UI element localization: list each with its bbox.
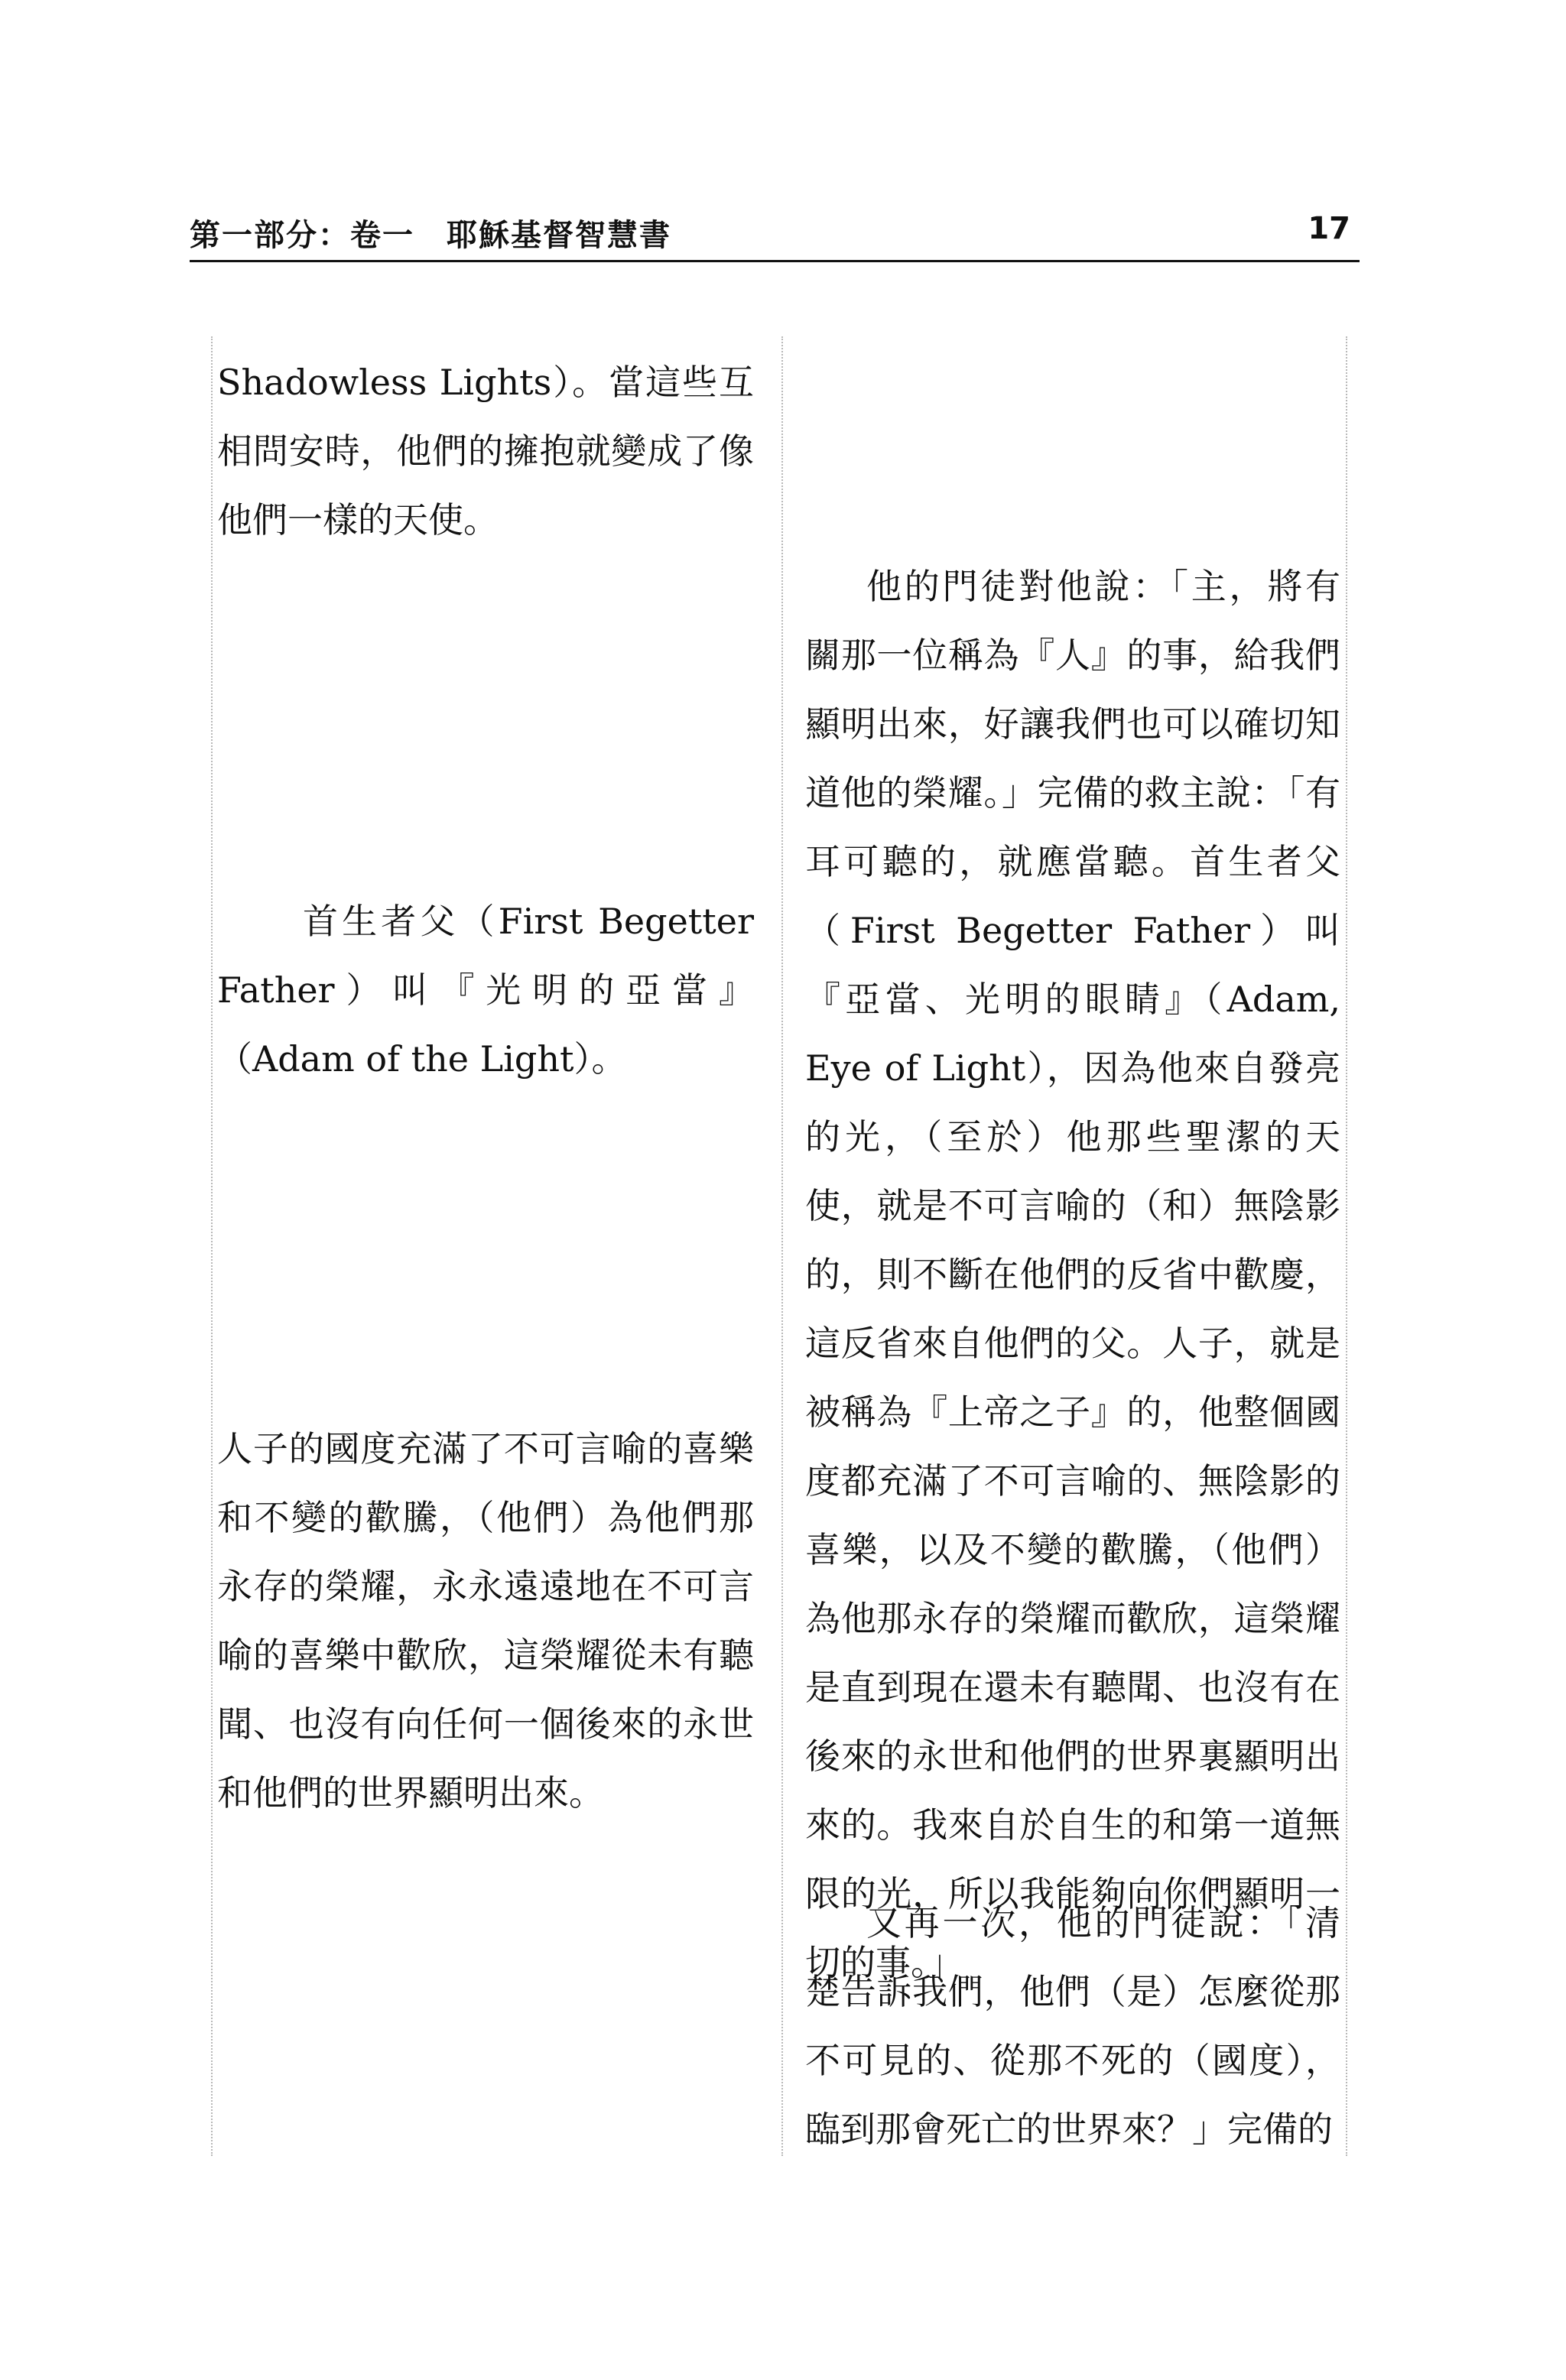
header-title: 第一部分：卷一 耶穌基督智慧書 [190,218,671,253]
paragraph-text: Shadowless Lights）。當這些互相問安時，他們的擁抱就變成了像他們一樣的天使。 [217,362,754,541]
left-column-paragraph-2 [217,887,754,1093]
paragraph-text: 又再一次，他的門徒說：「清楚告訴我們，他們（是）怎麼從那不可見的、從那不死的（國度），臨到那會死亡的世界來？」完備的 [805,1902,1340,2150]
left-column-paragraph-3 [217,1414,754,1827]
page-number: 17 [1308,211,1350,246]
right-margin-rule [1346,336,1347,2156]
left-column-paragraph-1 [217,348,754,554]
paragraph-text: 人子的國度充滿了不可言喻的喜樂和不變的歡騰，（他們）為他們那永存的榮耀，永永遠遠地在不可言喻的喜樂中歡欣，這榮耀從未有聽聞、也沒有向任何一個後來的永世和他們的世界顯明出來。 [217,1428,754,1813]
running-header [190,206,1360,262]
paragraph-text: 他的門徒對他說：「主，將有關那一位稱為『人』的事，給我們顯明出來，好讓我們也可以確切知道他的榮耀。」完備的救主說：「有耳可聽的，就應當聽。首生者父（First Begetter Father）叫『亞當、光明的眼睛』（Adam, Eye of Light），因為他來自發亮的光，（至於）他那些聖潔的天使，就是不可言喻的（和）無陰影的，則不斷在他們的反省中歡慶，這反省來自他們的父。人子，就是被稱為『上帝之子』的，他整個國度都充滿了不可言喻的、無陰影的喜樂，以及不變的歡騰，（他們）為他那永存的榮耀而歡欣，這榮耀是直到現在還未有聽聞、也沒有在後來的永世和他們的世界裏顯明出來的。我來自於自生的和第一道無限的光，所以我能夠向你們顯明一切的事。」 [805,566,1340,1983]
left-margin-rule [211,336,213,2156]
right-column-paragraph-1 [805,552,1340,1997]
column-divider-rule [781,336,783,2156]
right-column-paragraph-2 [805,1888,1340,2164]
paragraph-text: 首生者父（First Begetter Father）叫『光明的亞當』（Adam of the Light）。 [217,901,754,1080]
